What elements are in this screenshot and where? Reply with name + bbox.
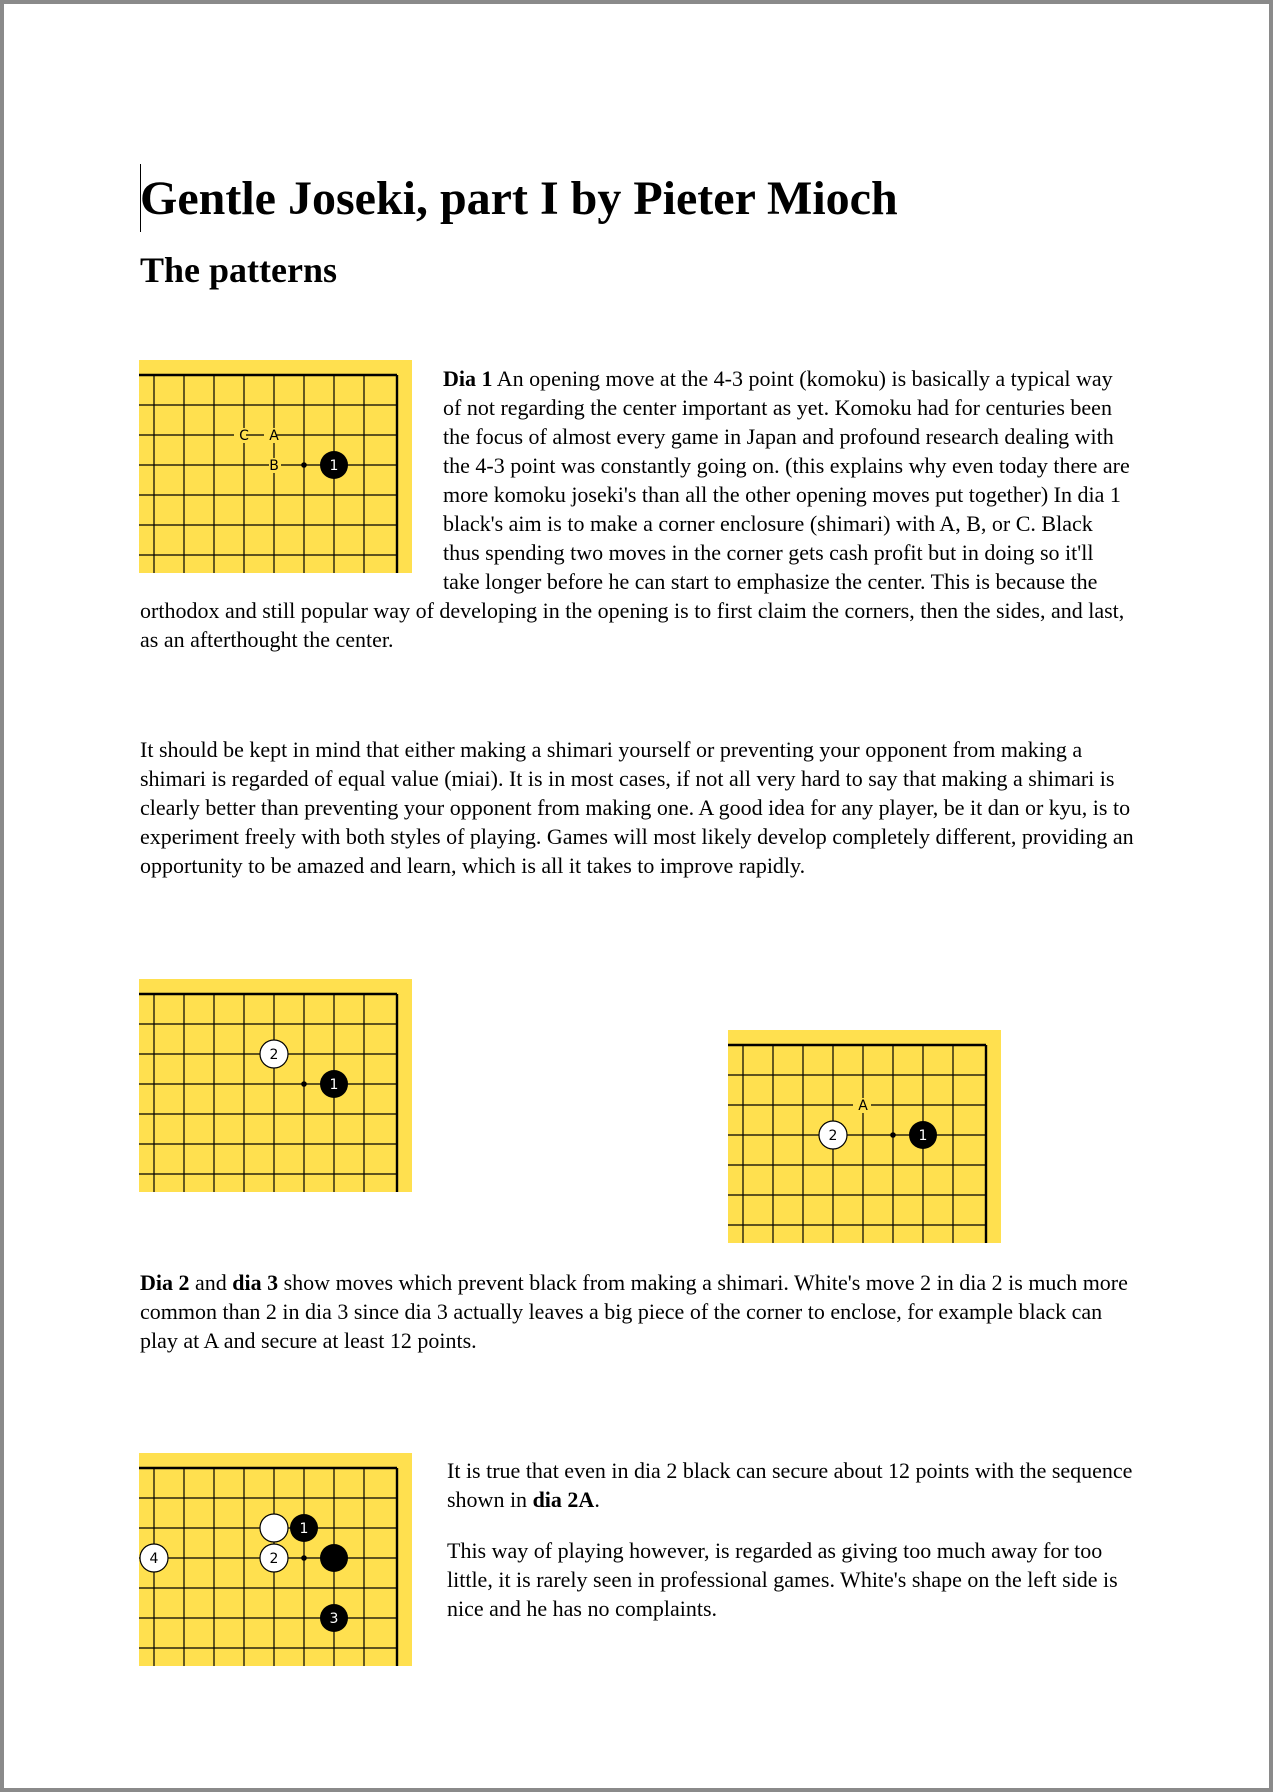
diagram-dia3 <box>728 1030 1001 1243</box>
stone-number: 1 <box>329 1077 339 1093</box>
dia1-paragraph <box>140 364 1134 654</box>
sentence-end: . <box>594 1487 600 1512</box>
stone-number: 4 <box>149 1551 159 1567</box>
stone-number: 2 <box>269 1551 279 1567</box>
stone-number: 3 <box>329 1611 339 1627</box>
connector-text: and <box>189 1270 233 1295</box>
dia1-label: Dia 1 <box>443 366 493 391</box>
dia23-paragraph <box>140 1268 1136 1355</box>
board-label-a: A <box>269 428 279 444</box>
board-label-b: B <box>269 458 279 474</box>
stone-number: 1 <box>329 458 339 474</box>
page-title: Gentle Joseki, part I by Pieter Mioch <box>140 172 898 225</box>
dia1-text: An opening move at the 4-3 point (komoku) is basically a typical way of not regarding the center important as yet. Komoku had for centuries been the focus of almost every game in Japan and profound research dealing with the 4-3 point was constantly going on. (this explains why even today there are more komoku joseki's than all the other opening moves put together) In dia 1 black's aim is to make a corner enclosure (shimari) with A, B, or C. Black thus spending two moves in the corner gets cash profit but in doing so it'll take longer before he can start to emphasize the center. This is because the orthodox and still popular way of developing in the opening is to first claim the corners, then the sides, and last, as an afterthought the center. <box>140 366 1130 652</box>
black-stone <box>320 1544 348 1572</box>
board-label-a: A <box>858 1098 868 1114</box>
dia2-label: Dia 2 <box>140 1270 190 1295</box>
dia23-text: show moves which prevent black from making a shimari. White's move 2 in dia 2 is much more common than 2 in dia 3 since dia 3 actually leaves a big piece of the corner to enclose, for example black can play at A and secure at least 12 points. <box>140 1270 1128 1353</box>
dia2a-paragraph-1 <box>447 1456 1147 1514</box>
stone-number: 2 <box>828 1128 838 1144</box>
stone-number: 2 <box>269 1047 279 1063</box>
white-stone <box>260 1514 288 1542</box>
diagram-dia2a <box>139 1453 412 1666</box>
miai-paragraph: It should be kept in mind that either making a shimari yourself or preventing your opponent from making a shimari is regarded of equal value (miai). It is in most cases, if not all very hard to say that making a shimari is clearly better than preventing your opponent from making one. A good idea for any player, be it dan or kyu, is to experiment freely with both styles of playing. Games will most likely develop completely different, providing an opportunity to be amazed and learn, which is all it takes to improve rapidly. <box>140 737 1134 878</box>
section-heading: The patterns <box>140 250 337 290</box>
stone-number: 1 <box>299 1521 309 1537</box>
dia3-label: dia 3 <box>232 1270 279 1295</box>
dia2a-paragraph-2: This way of playing however, is regarded as giving too much away for too little, it is rarely seen in professional games. White's shape on the left side is nice and he has no complaints. <box>447 1538 1118 1621</box>
diagram-dia2 <box>139 979 412 1192</box>
stone-number: 1 <box>918 1128 928 1144</box>
board-label-c: C <box>239 428 249 444</box>
dia2a-text: It is true that even in dia 2 black can secure about 12 points with the sequence shown in <box>447 1458 1133 1512</box>
document-page <box>4 4 1269 1788</box>
dia2a-label: dia 2A <box>532 1487 595 1512</box>
